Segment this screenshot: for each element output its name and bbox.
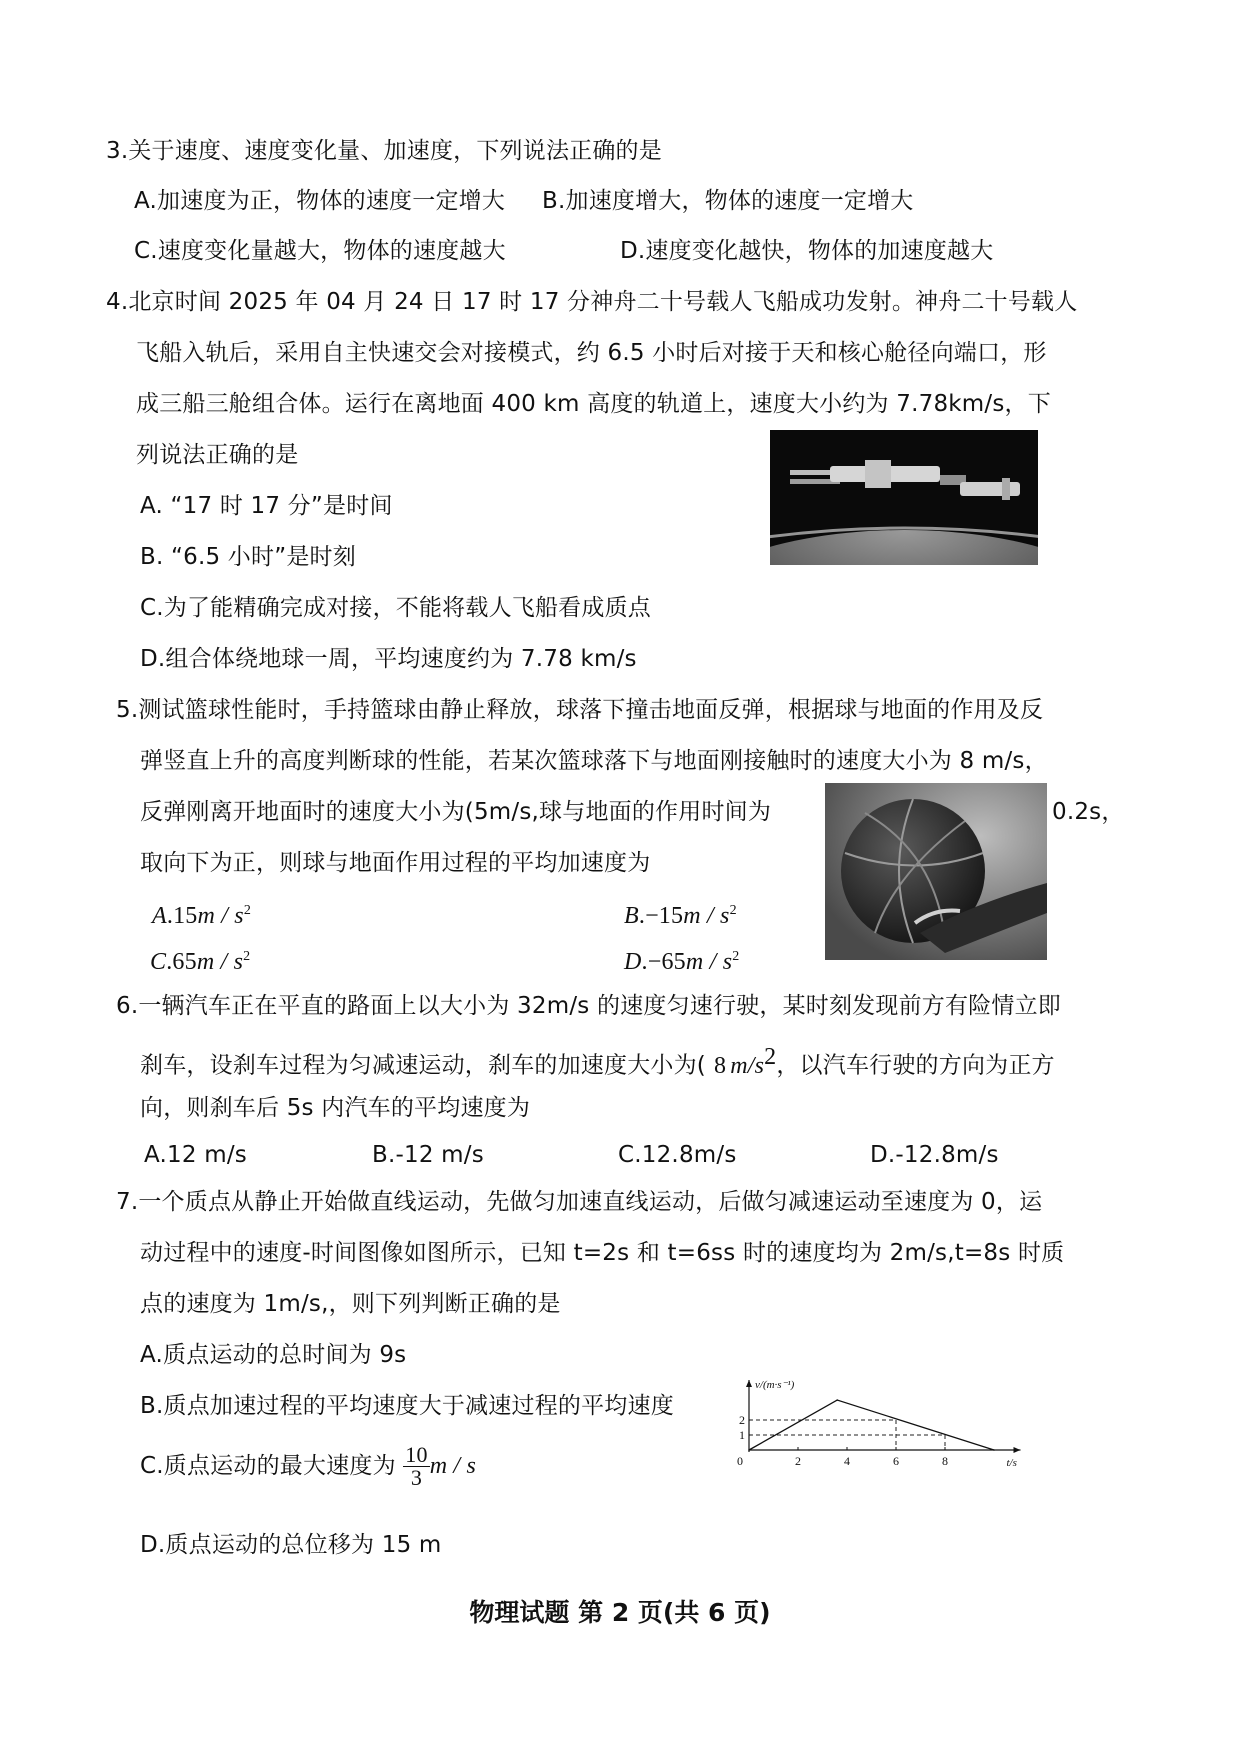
q5-line1: 5.测试篮球性能时，手持篮球由静止释放，球落下撞击地面反弹，根据球与地面的作用及反 — [116, 697, 1044, 723]
x-tick-label-8: 8 — [942, 1454, 948, 1468]
q7-option-d: D.质点运动的总位移为 15 m — [140, 1532, 442, 1558]
q3-option-b: B.加速度增大，物体的速度一定增大 — [542, 188, 914, 214]
x-axis-label: t/s — [1006, 1457, 1017, 1469]
velocity-point-2 — [993, 1449, 995, 1451]
q7-line1: 7.一个质点从静止开始做直线运动，先做匀加速直线运动，后做匀减速运动至速度为 0，运 — [116, 1189, 1043, 1215]
space-station-photo — [770, 430, 1038, 565]
basketball-hand-illustration — [825, 783, 1047, 960]
q4-option-a: A. “17 时 17 分”是时间 — [140, 493, 393, 519]
y-tick-label-2: 2 — [739, 1413, 745, 1427]
q7-line3: 点的速度为 1m/s,，则下列判断正确的是 — [140, 1291, 561, 1317]
basketball-photo — [825, 783, 1047, 960]
q4-option-b: B. “6.5 小时”是时刻 — [140, 544, 356, 570]
q4-option-c: C.为了能精确完成对接，不能将载人飞船看成质点 — [140, 595, 651, 621]
max-speed-fraction: $\frac{10}{3}$ — [405, 1442, 428, 1490]
q6-option-c: C.12.8m/s — [618, 1142, 737, 1168]
q7-option-a: A.质点运动的总时间为 9s — [140, 1342, 407, 1368]
q4-option-d: D.组合体绕地球一周，平均速度约为 7.78 km/s — [140, 646, 637, 672]
q3-option-c: C.速度变化量越大，物体的速度越大 — [134, 238, 506, 264]
q7-option-b: B.质点加速过程的平均速度大于减速过程的平均速度 — [140, 1393, 674, 1419]
q3-option-a: A.加速度为正，物体的速度一定增大 — [134, 188, 506, 214]
space-station-illustration — [770, 430, 1038, 565]
q6-line3: 向，则刹车后 5s 内汽车的平均速度为 — [140, 1095, 531, 1121]
x-axis-arrow — [1014, 1447, 1021, 1453]
x-tick-label-4: 4 — [844, 1454, 850, 1468]
x-tick-label-2: 2 — [795, 1454, 801, 1468]
q5-option-c: $C.65m / s^2$ — [150, 949, 251, 975]
q6-option-d: D.-12.8m/s — [870, 1142, 999, 1168]
velocity-point-1 — [836, 1399, 838, 1401]
q7-line2: 动过程中的速度-时间图像如图所示，已知 t=2s 和 t=6ss 时的速度均为 2m/s,t=8s 时质 — [140, 1240, 1065, 1266]
q3-option-d: D.速度变化越快，物体的加速度越大 — [620, 238, 994, 264]
q6-line2: 刹车，设刹车过程为匀减速运动，刹车的加速度大小为( 8 $m/s^2$，以汽车行驶的方向为正方 — [140, 1044, 1055, 1079]
q4-line3: 成三船三舱组合体。运行在离地面 400 km 高度的轨道上，速度大小约为 7.78km/s，下 — [136, 391, 1051, 417]
origin-label: 0 — [737, 1454, 743, 1468]
x-tick-label-6: 6 — [893, 1454, 899, 1468]
q6-option-b: B.-12 m/s — [372, 1142, 484, 1168]
q5-option-a: $A.15m / s^2$ — [152, 903, 252, 929]
q5-line3: 反弹刚离开地面时的速度大小为(5m/s,球与地面的作用时间为 — [140, 799, 772, 825]
q5-option-d: $D.-65m / s^2$ — [624, 949, 740, 975]
q7-option-c: C.质点运动的最大速度为 $\frac{10}{3}$ m / s — [140, 1442, 477, 1490]
q5-line4: 取向下为正，则球与地面作用过程的平均加速度为 — [140, 850, 651, 876]
q6-line1: 6.一辆汽车正在平直的路面上以大小为 32m/s 的速度匀速行驶，某时刻发现前方有险情立即 — [116, 993, 1061, 1019]
q5-line2: 弹竖直上升的高度判断球的性能，若某次篮球落下与地面刚接触时的速度大小为 8 m/s， — [140, 748, 1048, 774]
velocity-time-chart — [725, 1330, 1055, 1480]
q4-line1: 4.北京时间 2025 年 04 月 24 日 17 时 17 分神舟二十号载人飞船成功发射。神舟二十号载人 — [106, 289, 1078, 315]
y-axis-arrow — [746, 1380, 752, 1387]
q3-stem: 3.关于速度、速度变化量、加速度，下列说法正确的是 — [106, 138, 662, 164]
q4-line2: 飞船入轨后，采用自主快速交会对接模式，约 6.5 小时后对接于天和核心舱径向端口，形 — [136, 340, 1047, 366]
velocity-point-0 — [748, 1449, 750, 1451]
velocity-series-line — [749, 1400, 994, 1450]
q5-option-b: $B.-15m / s^2$ — [624, 903, 737, 929]
q6-option-a: A.12 m/s — [144, 1142, 247, 1168]
q4-line4: 列说法正确的是 — [136, 442, 299, 468]
q5-line3-end: 0.2s， — [1052, 799, 1125, 825]
page-footer: 物理试题 第 2 页(共 6 页) — [469, 1598, 771, 1627]
y-tick-label-1: 1 — [739, 1428, 745, 1442]
y-axis-label: v/(m·s⁻¹) — [755, 1379, 795, 1391]
